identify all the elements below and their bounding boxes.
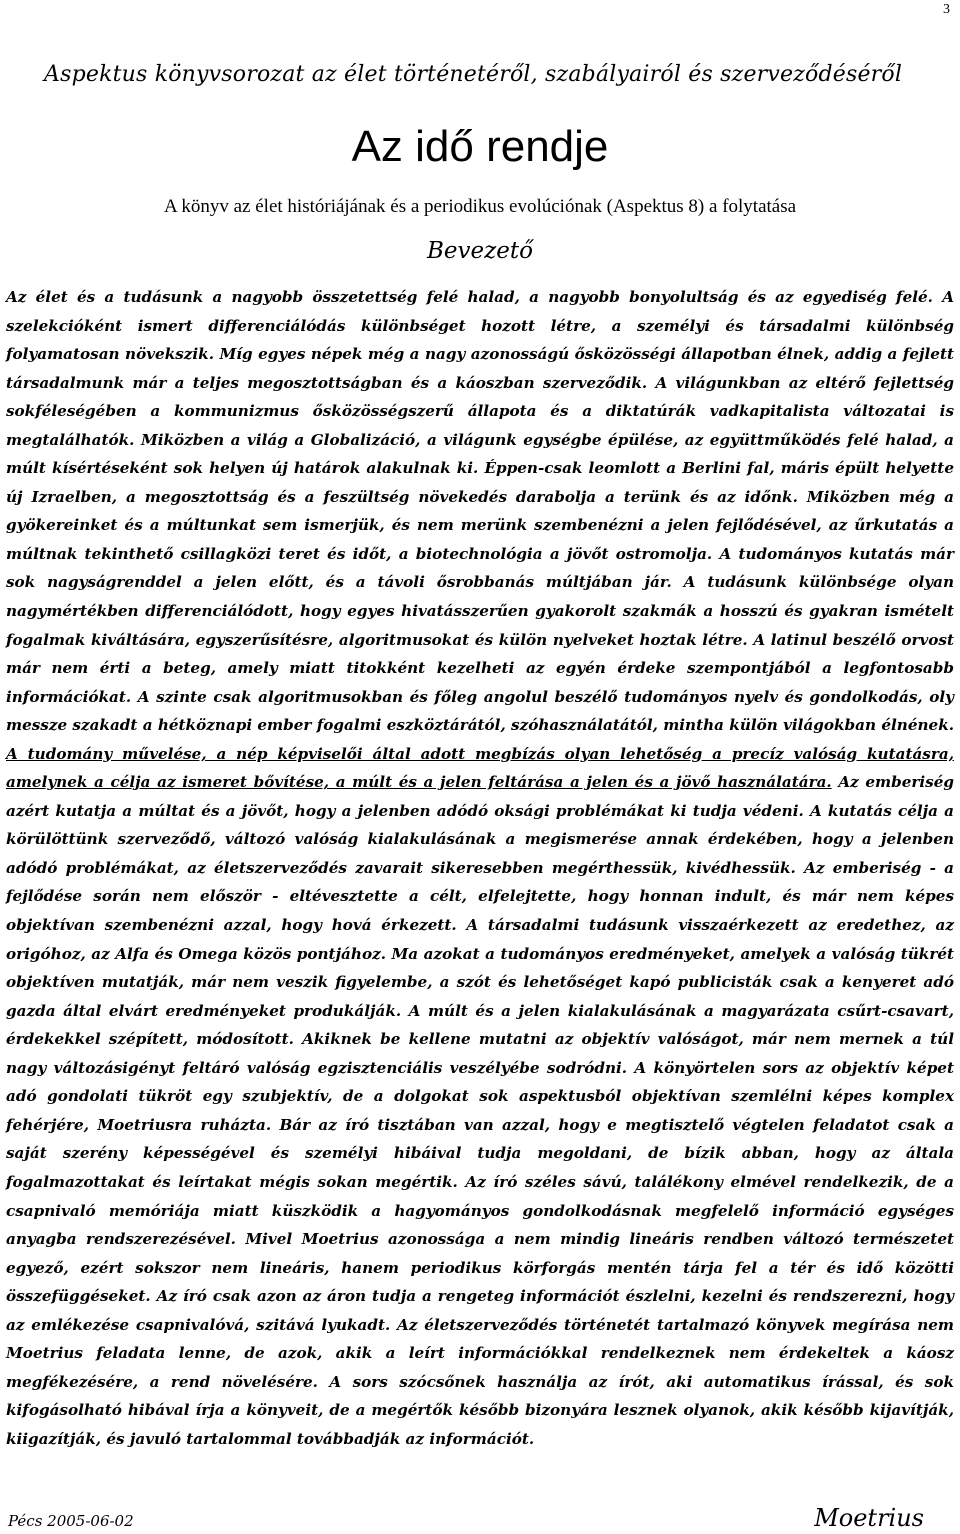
page-number: 3: [943, 2, 950, 17]
section-heading: Bevezető: [427, 238, 533, 264]
subtitle: A könyv az élet históriájának és a periodikus evolúciónak (Aspektus 8) a folytatása: [163, 196, 797, 217]
body-text-underlined: A tudomány művelése, a nép képviselői által adott megbízás olyan lehetőség a precíz valóság kutatásra, amelynek a célja az ismeret bővítése, a múlt és a jelen feltárása a jelen és a jövő használatára.: [6, 744, 954, 792]
footer-date: Pécs 2005-06-02: [8, 1512, 134, 1530]
page-title: Az idő rendje: [351, 122, 609, 171]
footer-author: Moetrius: [814, 1504, 924, 1532]
body-paragraph: [6, 283, 954, 1453]
series-line: Aspektus könyvsorozat az élet történetéről, szabályairól és szerveződéséről: [44, 62, 903, 87]
body-text-part1: Az élet és a tudásunk a nagyobb összetettség felé halad, a nagyobb bonyolultság és az egyediség felé. A szelekcióként ismert differenciálódás különbséget hozott létre, a személyi és társadalmi különbség folyamatosan növekszik. Míg egyes népek még a nagy azonosságú ősközösségi állapotban élnek, addig a fejlett társadalmunk már a teljes megosztottságban és a káoszban szerveződik. A világunkban az eltérő fejlettség sokféleségében a kommunizmus ősközösségszerű állapota és a diktatúrák vadkapitalista változatai is megtalálhatók. Miközben a világ a Globalizáció, a világunk egységbe épülése, az együttműködés felé halad, a múlt kísértéseként sok helyen új határok alakulnak ki. Éppen-csak leomlott a Berlini fal, máris épült helyette új Izraelben, a megosztottság és a feszültség növekedés darabolja a terünk és az időnk. Miközben még a gyökereinket és a múltunkat sem ismerjük, és nem merünk szembenézni a jelen fejlődésével, az űrkutatás a múltnak tekinthető csillagközi teret és időt, a biotechnológia a jövőt ostromolja. A tudományos kutatás már sok nagyságrenddel a jelen előtt, és a távoli ősrobbanás múltjában jár. A tudásunk különbsége olyan nagymértékben differenciálódott, hogy egyes hivatásszerűen gyakorolt szakmák a hosszú és gyakran ismételt fogalmak kiváltására, egyszerűsítésre, algoritmusokat és külön nyelveket hoztak létre. A latinul beszélő orvost már nem érti a beteg, amely miatt titokként kezelheti az egyén érdeke szempontjából a legfontosabb információkat. A szinte csak algoritmusokban és főleg angolul beszélő tudományos nyelv és gondolkodás, oly messze szakadt a hétköznapi ember fogalmi eszköztárától, szóhasználatától, mintha külön világokban élnének.: [6, 288, 955, 735]
body-text-part2: Az emberiség azért kutatja a múltat és a jövőt, hogy a jelenben adódó oksági problémákat ki tudja védeni. A kutatás célja a körülöttünk szerveződő, változó valóság kialakulásának a megismerése annak érdekében, hogy a jelenben adódó problémákat, az életszerveződés zavarait sikeresebben megérthessük, kivédhessük. Az emberiség - a fejlődése során nem először - eltévesztette a célt, elfelejtette, hogy honnan indult, és már nem képes objektívan szembenézni azzal, hogy hová érkezett. A társadalmi tudásunk visszaérkezett az eredethez, az origóhoz, az Alfa és Omega közös pontjához. Ma azokat a tudományos eredményeket, amelyek a valóság tükrét objektíven mutatják, már nem veszik figyelembe, a szót és lehetőséget kapó publicisták csak a kenyeret adó gazda által elvárt eredményeket produkálják. A múlt és a jelen kialakulásának a magyarázata csűrt-csavart, érdekekkel szépített, módosított. Akiknek be kellene mutatni az objektív valóságot, már nem mernek a túl nagy változásigényt feltáró valóság egzisztenciális veszélyébe sodródni. A könyörtelen sors az objektív képet adó gondolati tükröt egy szubjektív, de a dolgokat sok aspektusból objektívan szemlélni képes komplex fehérjére, Moetriusra ruházta. Bár az író tisztában van azzal, hogy e megtisztelő végtelen feladatot csak a saját szerény képességével és személyi hibáival tudja megoldani, de bízik abban, hogy az általa fogalmazottakat és leírtakat mégis sokan megértik. Az író széles sávú, találékony elmével rendelkezik, de a csapnivaló memóriája miatt küszködik a hagyományos gondolkodásnak megfelelő információ egységes anyagba rendszerezésével. Mivel Moetrius azonossága a nem mindig lineáris rendben változó természetet egyező, ezért sokszor nem lineáris, hanem periodikus körforgás mentén tárja fel a tér és idő közötti összefüggéseket. Az író csak azon az áron tudja a rengeteg információt észlelni, kezelni és rendszerezni, hogy az emlékezése csapnivalóvá, szitává lyukadt. Az életszerveződés történetét tartalmazó könyvek megírása nem Moetrius feladata lenne, de azok, akik a leírt információkkal rendelkeznek nem érdekeltek a káosz megfékezésére, a rend növelésére. A sors szócsőnek használja az írót, aki automatikus írással, és sok kifogásolható hibával írja a könyveit, de a megértők később bizonyára lesznek olyanok, akik később kijavítják, kiigazítják, és javuló tartalommal továbbadják az információt.: [6, 773, 954, 1448]
